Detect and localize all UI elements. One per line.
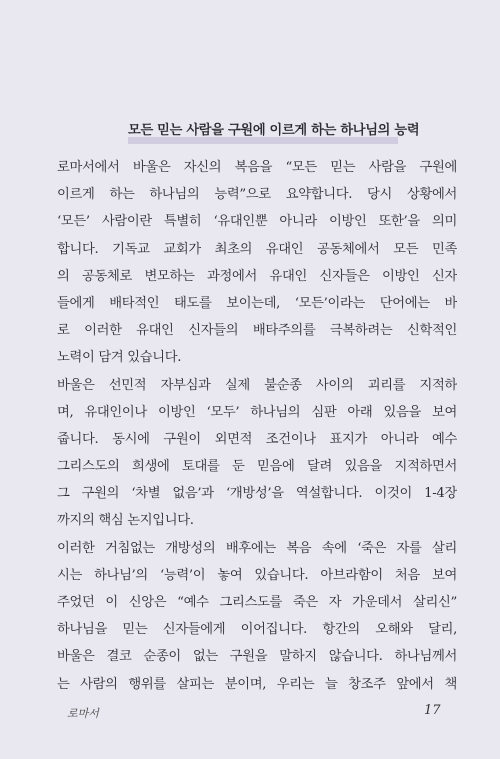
text-line: 까지의 핵심 논지입니다. [57,513,194,529]
text-line: 노력이 담겨 있습니다. [57,350,182,366]
text-line: 시는 하나님’의 ‘능력’이 놓여 있습니다. 아브라함이 처음 보여 [57,567,457,583]
text-line: 바울은 결코 순종이 없는 구원을 말하지 않습니다. 하나님께서 [57,649,457,665]
body-text [57,154,457,698]
page-number: 17 [424,703,441,718]
text-line: ‘모든’ 사람이란 특별히 ‘유대인뿐 아니라 이방인 또한’을 의미 [57,214,457,230]
text-line: 합니다. 기독교 교회가 최초의 유대인 공동체에서 모든 민족 [57,241,457,257]
text-line: 그리스도의 희생에 토대를 둔 믿음에 달려 있음을 지적하면서 [57,459,457,475]
text-line: 줍니다. 동시에 구원이 외면적 조건이나 표지가 아니라 예수 [57,431,457,447]
text-line: 로 이러한 유대인 신자들의 배타주의를 극복하려는 신학적인 [57,323,457,339]
text-line: 이르게 하는 하나님의 능력”으로 요약합니다. 당시 상황에서 [57,187,457,203]
heading-highlight [128,137,398,144]
text-line: 들에게 배타적인 태도를 보이는데, ‘모든’이라는 단어에는 바 [57,295,457,311]
section-heading: 모든 믿는 사람을 구원에 이르게 하는 하나님의 능력 [128,123,420,138]
text-line: 바울은 선민적 자부심과 실제 불순종 사이의 괴리를 지적하 [57,377,457,393]
text-line: 는 사람의 행위를 살피는 분이며, 우리는 늘 창조주 앞에서 책 [57,676,457,692]
text-line: 로마서에서 바울은 자신의 복음을 “모든 믿는 사람을 구원에 [57,160,457,175]
text-line: 이러한 거침없는 개방성의 배후에는 복음 속에 ‘죽은 자를 살리 [57,540,457,556]
text-line: 하나님을 믿는 신자들에게 이어집니다. 항간의 오해와 달리, [57,622,457,638]
text-line: 의 공동체로 변모하는 과정에서 유대인 신자들은 이방인 신자 [57,268,457,284]
text-line: 며, 유대인이나 이방인 ‘모두’ 하나님의 심판 아래 있음을 보여 [57,404,457,420]
running-footer-title: 로마서 [67,707,99,720]
text-line: 주었던 이 신앙은 “예수 그리스도를 죽은 자 가운데서 살리신” [57,595,457,610]
text-line: 그 구원의 ‘차별 없음’과 ‘개방성’을 역설합니다. 이것이 1-4장 [57,486,457,502]
